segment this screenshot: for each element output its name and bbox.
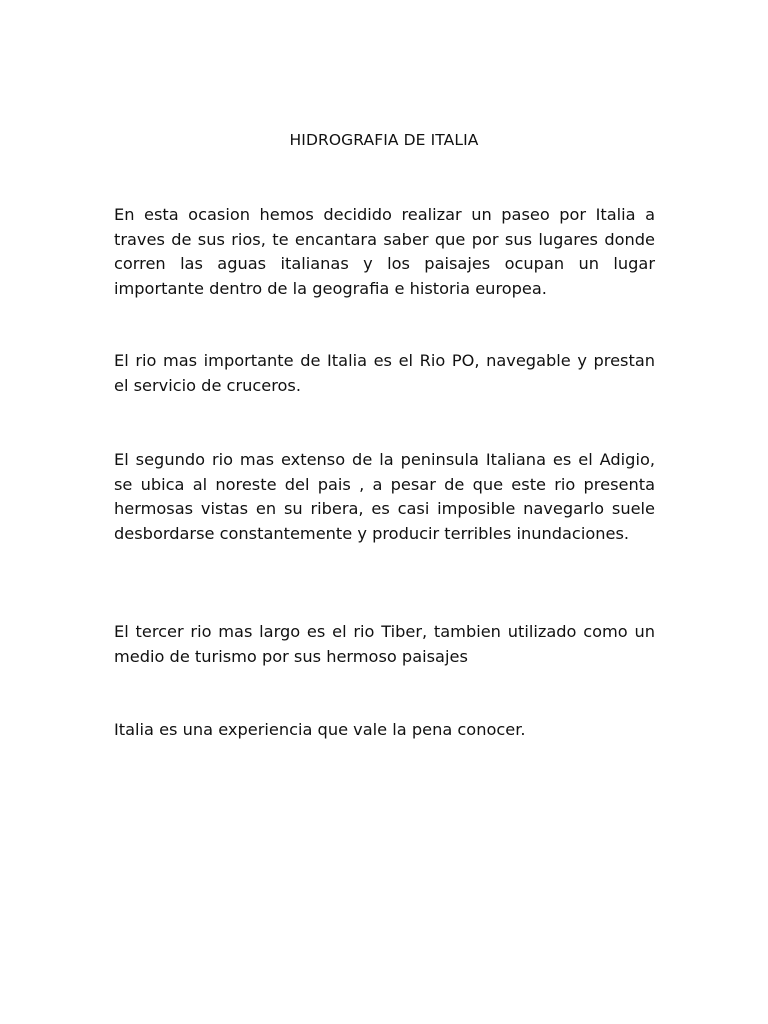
document-title: HIDROGRAFIA DE ITALIA [289, 131, 479, 149]
paragraph-rio-po: El rio mas importante de Italia es el Rio PO, navegable y prestan el servicio de cruceros. [114, 351, 655, 395]
paragraph-adigio: El segundo rio mas extenso de la peninsula Italiana es el Adigio, se ubica al noreste del pais , a pesar de que este rio presenta hermosas vistas en su ribera, es casi imposible navegarlo suele desbordarse constantemente y producir terribles inundaciones. [114, 450, 655, 543]
paragraph-conclusion: Italia es una experiencia que vale la pena conocer. [114, 720, 526, 739]
paragraph-tiber: El tercer rio mas largo es el rio Tiber, tambien utilizado como un medio de turismo por sus hermoso paisajes [114, 622, 655, 666]
paragraph-intro: En esta ocasion hemos decidido realizar un paseo por Italia a traves de sus rios, te encantara saber que por sus lugares donde corren las aguas italianas y los paisajes ocupan un lugar importante dentro de la geografia e historia europea. [114, 205, 655, 298]
